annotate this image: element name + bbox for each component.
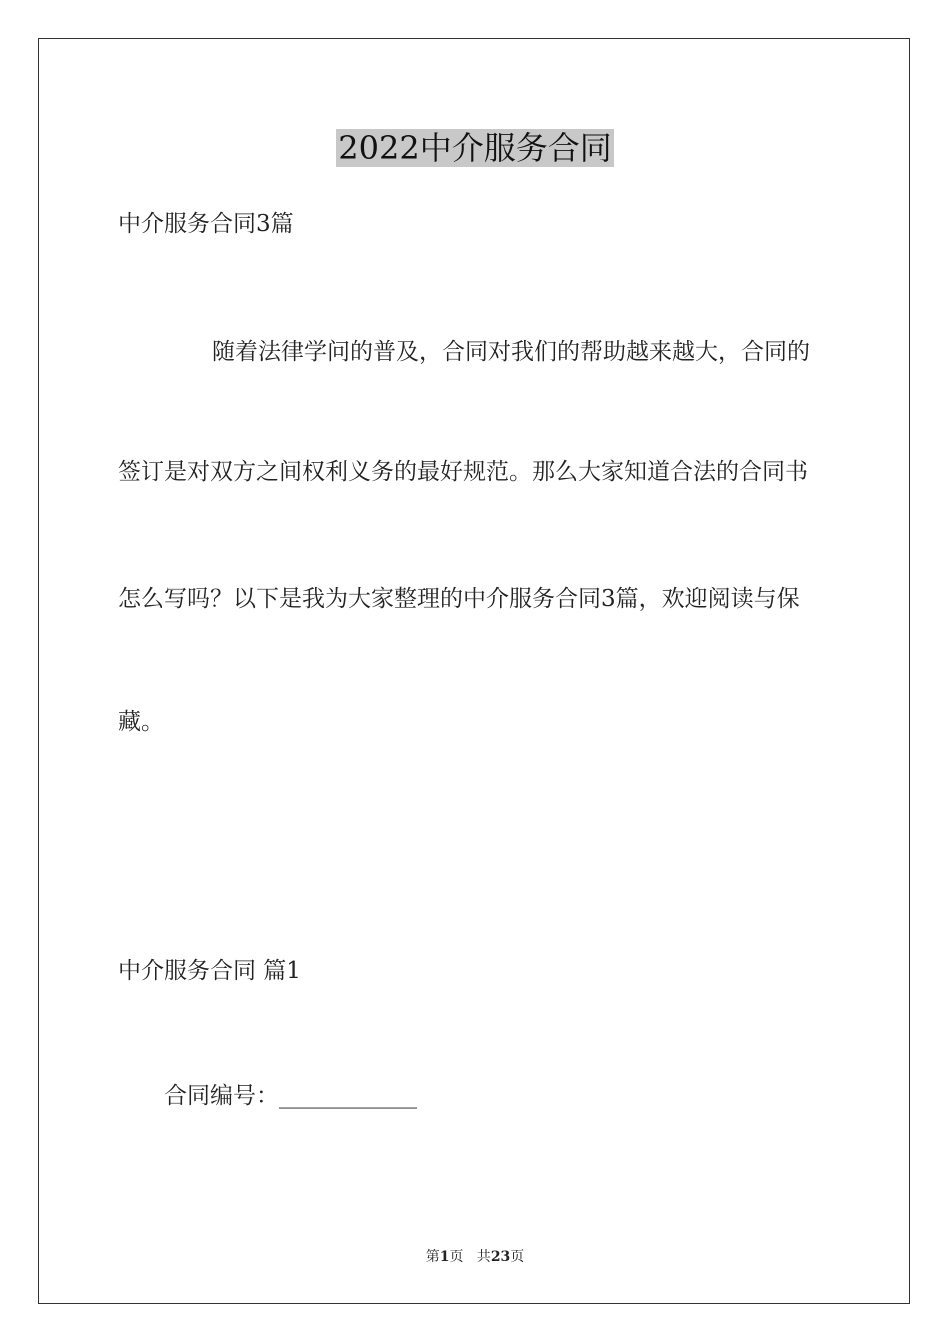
document-title [0, 126, 950, 170]
intro-line-2: 签订是对双方之间权利义务的最好规范。那么大家知道合法的合同书 [118, 459, 808, 485]
footer-total-pages: 23 [490, 1249, 511, 1265]
document-title-text: 2022中介服务合同 [338, 129, 612, 167]
section-heading: 中介服务合同 篇1 [118, 958, 301, 984]
contract-number-line: 合同编号：____________ [164, 1083, 417, 1109]
intro-line-1: 随着法律学问的普及，合同对我们的帮助越来越大，合同的 [212, 339, 810, 365]
document-subtitle: 中介服务合同3篇 [118, 211, 294, 237]
page-footer [0, 1246, 950, 1266]
intro-line-3: 怎么写吗？以下是我为大家整理的中介服务合同3篇，欢迎阅读与保 [118, 586, 800, 612]
footer-page-number: 1 [439, 1249, 450, 1265]
footer-page-suffix: 页 [510, 1249, 525, 1265]
footer-page-mid: 页 共 [449, 1249, 491, 1265]
intro-line-4: 藏。 [118, 709, 164, 735]
footer-page-prefix: 第 [425, 1249, 440, 1265]
